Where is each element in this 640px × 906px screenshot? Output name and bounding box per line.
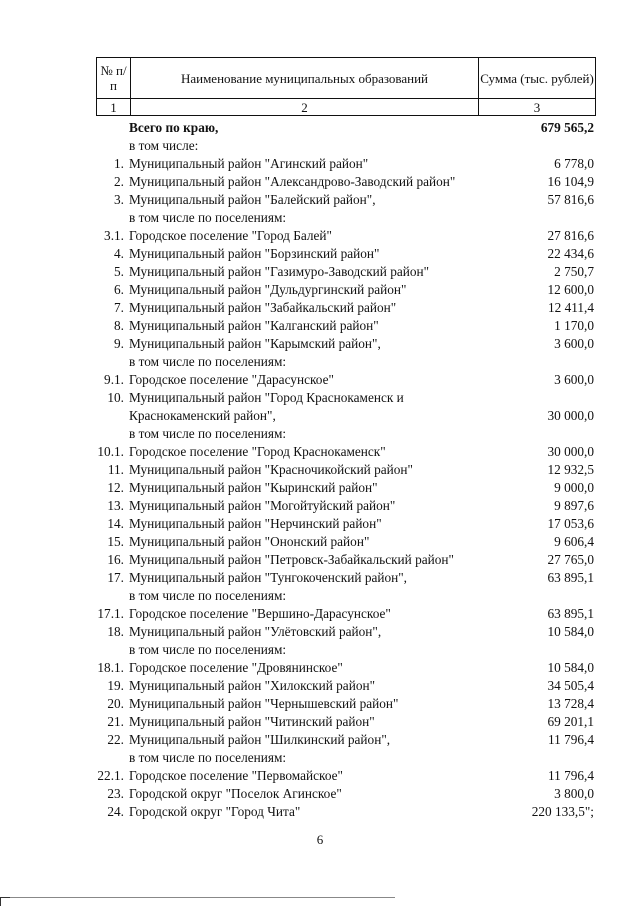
row-name: в том числе по поселениям: [129, 642, 287, 657]
table-row [0, 155, 640, 173]
table-row [0, 569, 640, 587]
row-name: Муниципальный район "Могойтуйский район" [129, 498, 396, 513]
table-row [0, 119, 640, 137]
row-name: Всего по краю, [129, 120, 219, 135]
row-name: Муниципальный район "Газимуро-Заводский район" [129, 264, 430, 279]
row-value: 12 600,0 [547, 282, 594, 297]
row-name: в том числе по поселениям: [129, 588, 287, 603]
row-name: Городское поселение "Дарасунское" [129, 372, 334, 387]
row-value: 30 000,0 [547, 408, 594, 423]
row-name: в том числе по поселениям: [129, 426, 287, 441]
row-value: 22 434,6 [547, 246, 594, 261]
row-value: 63 895,1 [547, 606, 594, 621]
row-number: 3.1. [104, 228, 124, 243]
row-name: в том числе по поселениям: [129, 210, 287, 225]
row-value: 16 104,9 [547, 174, 594, 189]
row-number: 14. [107, 516, 124, 531]
row-name: Муниципальный район "Карымский район", [129, 336, 381, 351]
row-name: Муниципальный район "Балейский район", [129, 192, 376, 207]
row-value: 2 750,7 [554, 264, 594, 279]
table-row [0, 299, 640, 317]
table-body [0, 119, 640, 821]
table-header [96, 57, 596, 116]
row-number: 10.1. [97, 444, 124, 459]
row-name: Муниципальный район "Кыринский район" [129, 480, 378, 495]
table-row [0, 191, 640, 209]
row-number: 19. [107, 678, 124, 693]
row-value: 69 201,1 [547, 714, 594, 729]
table-row [0, 137, 640, 155]
row-name: Муниципальный район "Тунгокоченский район", [129, 570, 408, 585]
row-name: Муниципальный район "Улётовский район", [129, 624, 382, 639]
table-row [0, 713, 640, 731]
table-row [0, 677, 640, 695]
row-number: 17. [107, 570, 124, 585]
table-row [0, 389, 640, 425]
row-value: 3 800,0 [554, 786, 594, 801]
row-name: Городское поселение "Город Краснокаменск" [129, 444, 386, 459]
page-number: 6 [316, 832, 324, 847]
header-index-1: 1 [97, 99, 131, 116]
table-row [0, 461, 640, 479]
header-name-column: Наименование муниципальных образований [131, 58, 479, 98]
table-row [0, 317, 640, 335]
row-number: 18.1. [97, 660, 124, 675]
row-name: Городской округ "Поселок Агинское" [129, 786, 342, 801]
table-row [0, 425, 640, 443]
table-row [0, 605, 640, 623]
row-number: 20. [107, 696, 124, 711]
row-number: 17.1. [97, 606, 124, 621]
header-sum-column: Сумма (тыс. рублей) [480, 70, 594, 86]
row-value: 57 816,6 [547, 192, 594, 207]
row-number: 11. [107, 462, 124, 477]
row-number: 12. [107, 480, 124, 495]
row-value: 12 411,4 [547, 300, 594, 315]
row-name: в том числе по поселениям: [129, 750, 287, 765]
row-name: Муниципальный район "Хилокский район" [129, 678, 376, 693]
row-number: 4. [114, 246, 124, 261]
table-row [0, 551, 640, 569]
table-row [0, 443, 640, 461]
row-value: 10 584,0 [547, 624, 594, 639]
row-value: 27 816,6 [547, 228, 594, 243]
scan-edge-mark [0, 895, 640, 905]
row-value: 3 600,0 [554, 372, 594, 387]
row-name: Городское поселение "Город Балей" [129, 228, 332, 243]
table-row [0, 227, 640, 245]
row-value: 11 796,4 [547, 768, 594, 783]
row-number: 7. [114, 300, 124, 315]
row-number: 5. [114, 264, 124, 279]
table-row [0, 587, 640, 605]
row-name: Муниципальный район "Александрово-Заводский район" [129, 174, 456, 189]
row-value: 1 170,0 [554, 318, 594, 333]
table-row [0, 659, 640, 677]
table-row [0, 371, 640, 389]
row-number: 9. [114, 336, 124, 351]
table-row [0, 767, 640, 785]
row-value: 9 897,6 [554, 498, 594, 513]
header-index-3: 3 [533, 100, 541, 115]
header-index-2: 2 [131, 99, 479, 116]
row-number: 6. [114, 282, 124, 297]
table-row [0, 641, 640, 659]
row-name: Муниципальный район "Агинский район" [129, 156, 369, 171]
row-name: Муниципальный район "Шилкинский район", [129, 732, 391, 747]
row-value: 17 053,6 [547, 516, 594, 531]
row-name: Городское поселение "Первомайское" [129, 768, 343, 783]
table-row [0, 479, 640, 497]
row-value: 34 505,4 [547, 678, 594, 693]
row-value: 6 778,0 [554, 156, 594, 171]
row-number: 3. [114, 192, 124, 207]
row-name: в том числе по поселениям: [129, 354, 287, 369]
table-row [0, 515, 640, 533]
table-row [0, 173, 640, 191]
table-row [0, 695, 640, 713]
row-name: Городское поселение "Дровянинское" [129, 660, 343, 675]
row-number: 16. [107, 552, 124, 567]
row-name: Муниципальный район "Чернышевский район" [129, 696, 399, 711]
row-name: Муниципальный район "Ононский район" [129, 534, 370, 549]
row-number: 22.1. [97, 768, 124, 783]
row-value: 9 606,4 [554, 534, 594, 549]
row-number: 9.1. [104, 372, 124, 387]
row-number: 2. [114, 174, 124, 189]
table-row [0, 749, 640, 767]
table-row [0, 785, 640, 803]
table-row [0, 281, 640, 299]
row-name: Муниципальный район "Калганский район" [129, 318, 379, 333]
table-row [0, 731, 640, 749]
row-name: Муниципальный район "Город Краснокаменск и Краснокаменский район", [129, 390, 404, 423]
row-number: 21. [107, 714, 124, 729]
row-number: 22. [107, 732, 124, 747]
row-number: 24. [107, 804, 124, 819]
table-row [0, 209, 640, 227]
row-name: Муниципальный район "Забайкальский район" [129, 300, 397, 315]
row-number: 13. [107, 498, 124, 513]
table-row [0, 353, 640, 371]
row-number: 1. [114, 156, 124, 171]
row-value: 11 796,4 [547, 732, 594, 747]
row-name: Муниципальный район "Нерчинский район" [129, 516, 382, 531]
table-row [0, 803, 640, 821]
table-row [0, 623, 640, 641]
table-row [0, 533, 640, 551]
row-value: 27 765,0 [547, 552, 594, 567]
row-name: в том числе: [129, 138, 199, 153]
row-name: Муниципальный район "Красночикойский район" [129, 462, 413, 477]
row-value: 63 895,1 [547, 570, 594, 585]
row-number: 23. [107, 786, 124, 801]
table-row [0, 335, 640, 353]
row-name: Городской округ "Город Чита" [129, 804, 301, 819]
row-value: 13 728,4 [547, 696, 594, 711]
row-number: 10. [107, 390, 124, 405]
row-value: 220 133,5"; [531, 804, 594, 819]
row-name: Муниципальный район "Дульдургинский район" [129, 282, 407, 297]
row-value: 12 932,5 [547, 462, 594, 477]
table-row [0, 263, 640, 281]
row-name: Муниципальный район "Читинский район" [129, 714, 375, 729]
row-name: Муниципальный район "Петровск-Забайкальский район" [129, 552, 454, 567]
row-value: 30 000,0 [547, 444, 594, 459]
row-value: 679 565,2 [540, 120, 594, 135]
row-number: 18. [107, 624, 124, 639]
row-value: 10 584,0 [547, 660, 594, 675]
table-row [0, 245, 640, 263]
row-name: Городское поселение "Вершино-Дарасунское" [129, 606, 391, 621]
row-name: Муниципальный район "Борзинский район" [129, 246, 380, 261]
row-value: 3 600,0 [554, 336, 594, 351]
row-number: 8. [114, 318, 124, 333]
table-row [0, 497, 640, 515]
header-number-column: № п/п [97, 58, 131, 98]
row-value: 9 000,0 [554, 480, 594, 495]
row-number: 15. [107, 534, 124, 549]
